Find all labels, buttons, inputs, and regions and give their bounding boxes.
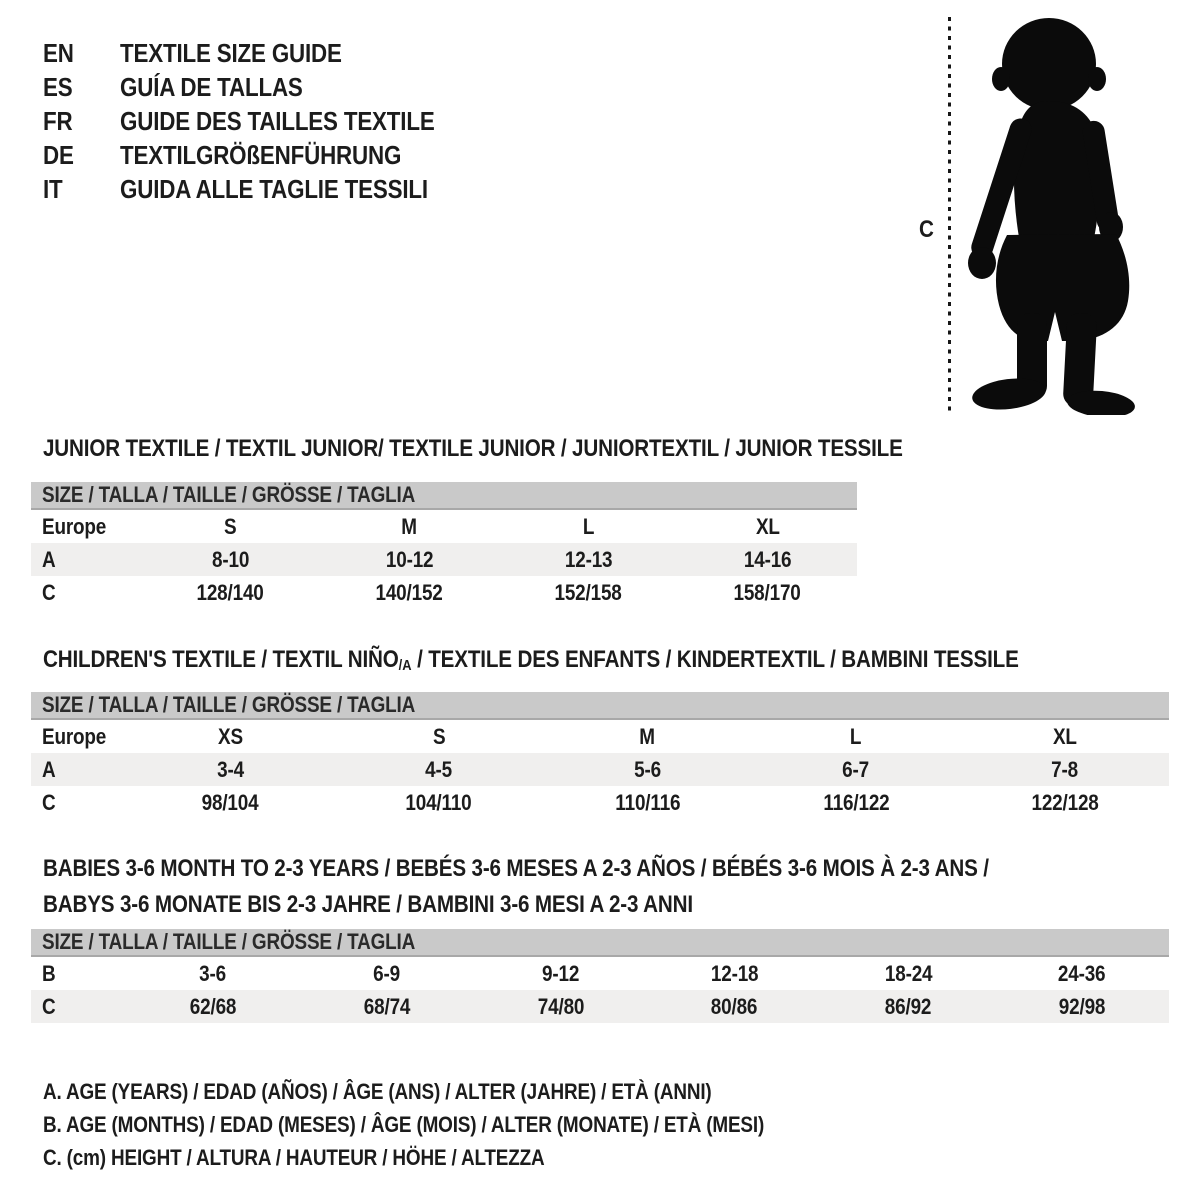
language-code: ES bbox=[43, 72, 73, 102]
legend-line-a: A. AGE (YEARS) / EDAD (AÑOS) / ÂGE (ANS) / ALTER (JAHRE) / ETÀ (ANNI) bbox=[43, 1079, 712, 1104]
row-label: C bbox=[42, 579, 56, 605]
size-cell: 12-13 bbox=[564, 546, 613, 572]
column-header-cell: XL bbox=[1052, 723, 1077, 749]
row-label: A bbox=[42, 756, 56, 782]
junior-size-table bbox=[31, 482, 857, 609]
size-cell: 116/122 bbox=[822, 789, 890, 815]
language-row bbox=[43, 70, 486, 104]
babies-section-heading bbox=[43, 851, 1143, 923]
column-header-cell: S bbox=[224, 513, 237, 539]
size-cell: 98/104 bbox=[201, 789, 259, 815]
size-table-header-bar: SIZE / TALLA / TAILLE / GRÖSSE / TAGLIA bbox=[31, 929, 1169, 957]
table-row-region bbox=[31, 720, 1169, 753]
toddler-silhouette bbox=[963, 15, 1135, 415]
size-cell: 4-5 bbox=[425, 756, 453, 782]
size-cell: 62/68 bbox=[189, 993, 237, 1019]
language-row bbox=[43, 104, 486, 138]
size-cell: 80/86 bbox=[711, 993, 758, 1019]
size-cell: 152/158 bbox=[554, 579, 623, 605]
language-code: FR bbox=[43, 106, 73, 136]
table-row bbox=[31, 786, 1169, 819]
table-row bbox=[31, 990, 1169, 1023]
table-row bbox=[31, 543, 857, 576]
column-header-cell: M bbox=[401, 513, 418, 539]
language-row bbox=[43, 138, 486, 172]
gender-suffix: /A bbox=[398, 657, 412, 674]
height-measure-dashed-line bbox=[948, 17, 951, 415]
size-cell: 6-9 bbox=[373, 960, 401, 986]
language-code: IT bbox=[43, 174, 63, 204]
column-header-cell: L bbox=[582, 513, 595, 539]
column-header-cell: XL bbox=[755, 513, 780, 539]
row-label: C bbox=[42, 789, 56, 815]
language-title: GUÍA DE TALLAS bbox=[120, 72, 303, 102]
language-row bbox=[43, 172, 486, 206]
language-code: DE bbox=[43, 140, 74, 170]
column-header-cell: XS bbox=[217, 723, 243, 749]
size-cell: 18-24 bbox=[884, 960, 932, 986]
size-cell: 14-16 bbox=[743, 546, 792, 572]
size-cell: 24-36 bbox=[1058, 960, 1106, 986]
children-size-table bbox=[31, 692, 1169, 819]
size-table-header-bar: SIZE / TALLA / TAILLE / GRÖSSE / TAGLIA bbox=[31, 482, 857, 510]
size-cell: 92/98 bbox=[1058, 993, 1106, 1019]
language-title-list bbox=[43, 36, 486, 206]
size-cell: 6-7 bbox=[842, 756, 870, 782]
column-header-cell: S bbox=[432, 723, 446, 749]
table-row bbox=[31, 753, 1169, 786]
row-label: A bbox=[42, 546, 56, 572]
size-cell: 140/152 bbox=[375, 579, 444, 605]
babies-heading-line1: BABIES 3-6 MONTH TO 2-3 YEARS / BEBÉS 3-6 MESES A 2-3 AÑOS / BÉBÉS 3-6 MOIS À 2-3 ANS / bbox=[43, 855, 989, 882]
size-cell: 122/128 bbox=[1031, 789, 1099, 815]
size-cell: 3-6 bbox=[199, 960, 227, 986]
size-cell: 74/80 bbox=[537, 993, 584, 1019]
table-row bbox=[31, 576, 857, 609]
table-row bbox=[31, 957, 1169, 990]
size-cell: 8-10 bbox=[211, 546, 250, 572]
size-table-header-bar: SIZE / TALLA / TAILLE / GRÖSSE / TAGLIA bbox=[31, 692, 1169, 720]
size-cell: 86/92 bbox=[884, 993, 932, 1019]
size-cell: 110/116 bbox=[614, 789, 681, 815]
column-header-cell: M bbox=[639, 723, 656, 749]
language-title: GUIDA ALLE TAGLIE TESSILI bbox=[120, 174, 428, 204]
size-cell: 9-12 bbox=[541, 960, 580, 986]
language-title: TEXTILE SIZE GUIDE bbox=[120, 38, 342, 68]
height-measure-label: C bbox=[919, 216, 934, 243]
size-cell: 104/110 bbox=[405, 789, 472, 815]
babies-size-table bbox=[31, 929, 1169, 1023]
size-cell: 128/140 bbox=[196, 579, 265, 605]
size-cell: 5-6 bbox=[634, 756, 661, 782]
row-label: Europe bbox=[42, 723, 107, 749]
legend-line-c: C. (cm) HEIGHT / ALTURA / HAUTEUR / HÖHE / ALTEZZA bbox=[43, 1145, 545, 1170]
junior-section-heading: JUNIOR TEXTILE / TEXTIL JUNIOR/ TEXTILE JUNIOR / JUNIORTEXTIL / JUNIOR TESSILE bbox=[43, 435, 903, 462]
language-title: GUIDE DES TAILLES TEXTILE bbox=[120, 106, 435, 136]
legend-line-b: B. AGE (MONTHS) / EDAD (MESES) / ÂGE (MOIS) / ALTER (MONATE) / ETÀ (MESI) bbox=[43, 1112, 765, 1137]
size-cell: 7-8 bbox=[1051, 756, 1079, 782]
row-label: B bbox=[42, 960, 56, 986]
size-cell: 68/74 bbox=[363, 993, 410, 1019]
table-row-region bbox=[31, 510, 857, 543]
size-cell: 10-12 bbox=[385, 546, 434, 572]
language-code: EN bbox=[43, 38, 74, 68]
measurement-legend bbox=[43, 1075, 881, 1174]
language-title: TEXTILGRÖßENFÜHRUNG bbox=[120, 140, 402, 170]
children-section-heading: CHILDREN'S TEXTILE / TEXTIL NIÑO/A / TEXTILE DES ENFANTS / KINDERTEXTIL / BAMBINI TESSILE bbox=[43, 646, 1019, 674]
language-row bbox=[43, 36, 486, 70]
row-label: Europe bbox=[42, 513, 107, 539]
size-cell: 158/170 bbox=[733, 579, 802, 605]
column-header-cell: L bbox=[850, 723, 862, 749]
size-cell: 12-18 bbox=[710, 960, 759, 986]
size-cell: 3-4 bbox=[216, 756, 244, 782]
babies-heading-line2: BABYS 3-6 MONATE BIS 2-3 JAHRE / BAMBINI 3-6 MESI A 2-3 ANNI bbox=[43, 891, 693, 918]
row-label: C bbox=[42, 993, 56, 1019]
